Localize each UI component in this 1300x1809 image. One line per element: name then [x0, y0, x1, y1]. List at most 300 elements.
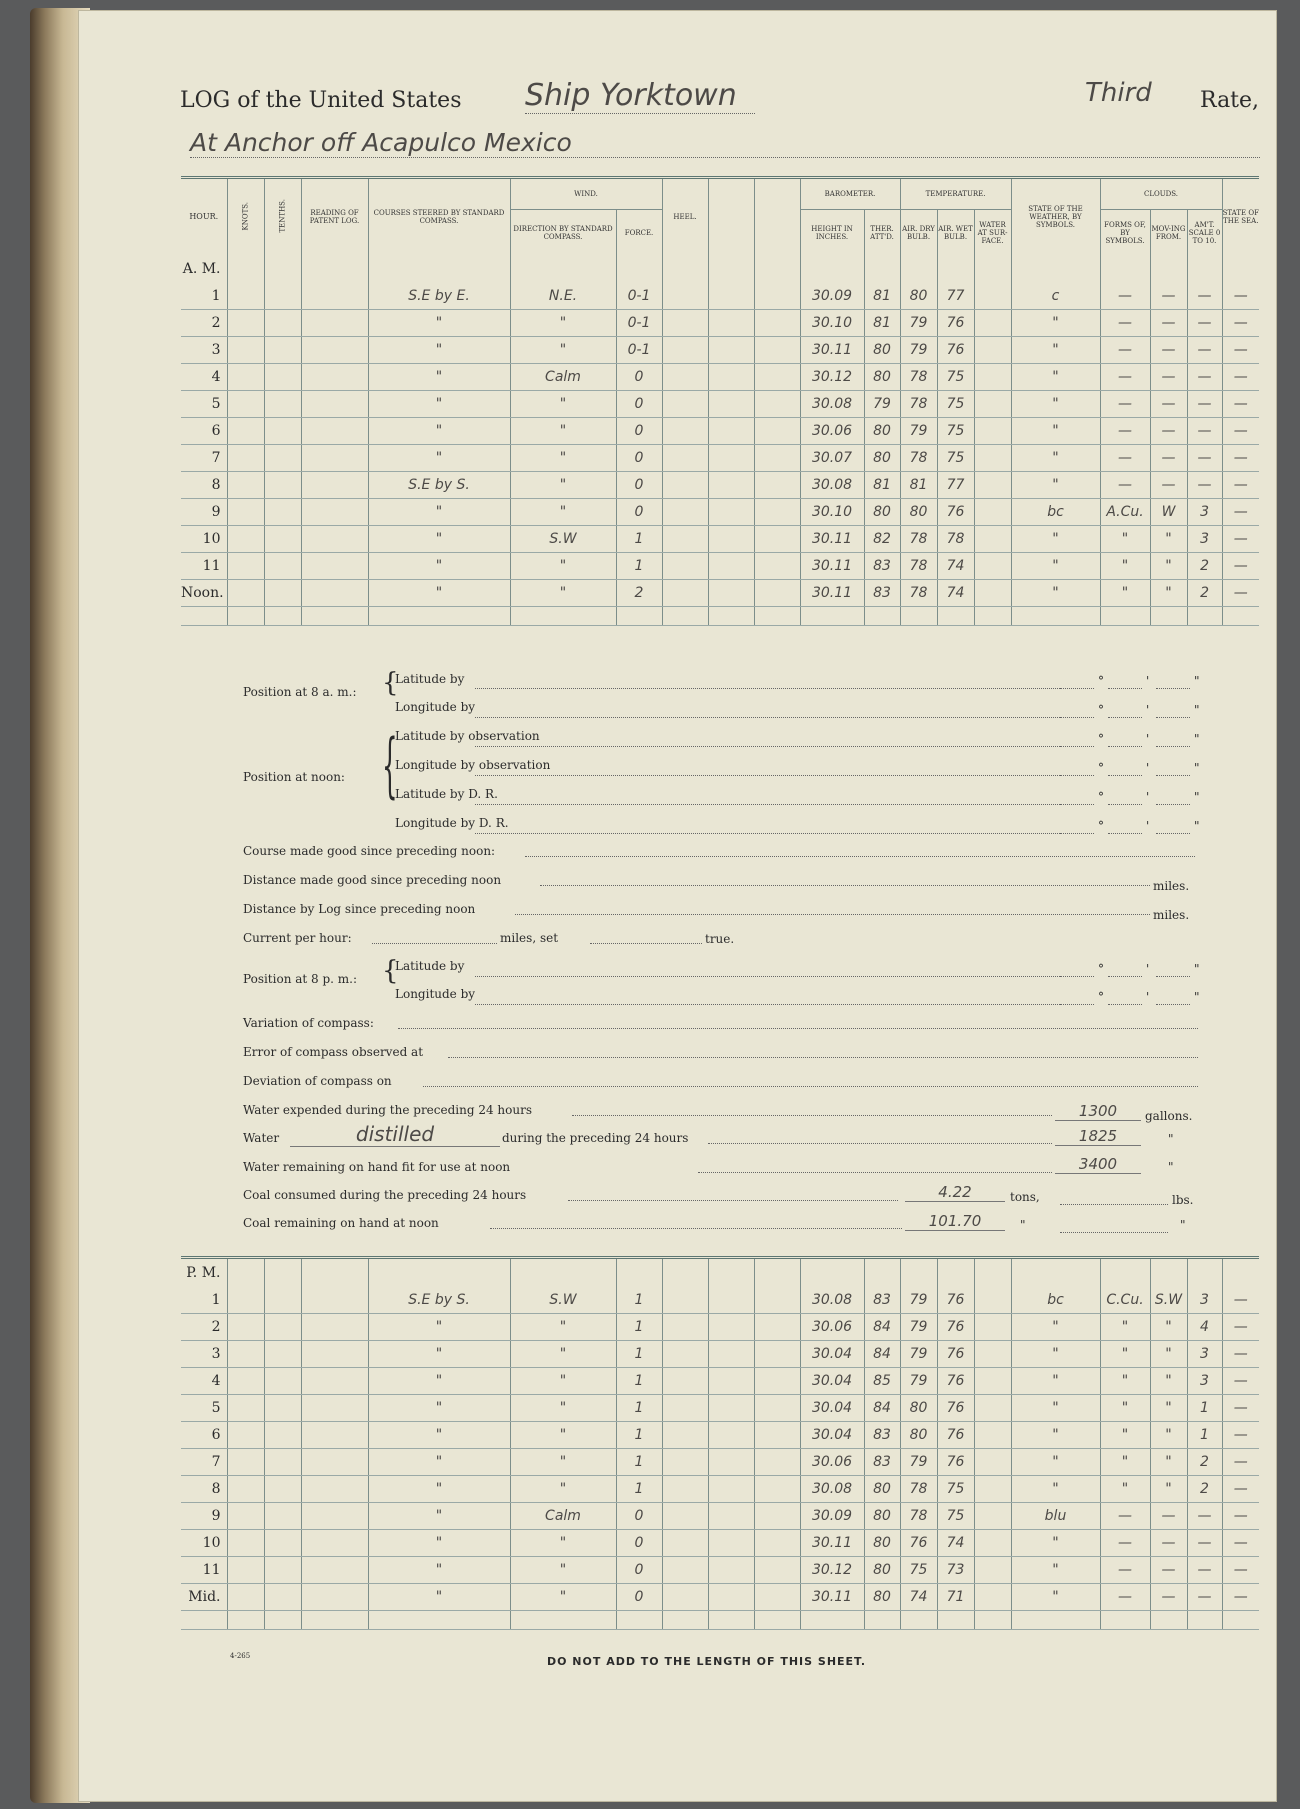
lbs-label: lbs.: [1172, 1193, 1194, 1207]
course-cell: ": [368, 1557, 510, 1584]
blank-cell: [708, 1557, 754, 1584]
cloud-forms-cell: A.Cu.: [1100, 499, 1150, 526]
baro-height-cell: 30.11: [800, 337, 864, 364]
baro-height-cell: 30.06: [800, 1314, 864, 1341]
hour-cell: 5: [181, 391, 227, 418]
pm-label-cell: [264, 1258, 301, 1288]
weather-cell: ": [1011, 1557, 1100, 1584]
cloud-amount-cell: 3: [1187, 526, 1222, 553]
table-row: [181, 1476, 1259, 1503]
tenths-cell: [264, 418, 301, 445]
baro-ther-cell: 82: [864, 526, 900, 553]
air-dry-cell: 78: [900, 364, 937, 391]
rate-value: Third: [1085, 78, 1152, 108]
baro-ther-cell: 80: [864, 1584, 900, 1611]
cloud-forms-cell: ": [1100, 580, 1150, 607]
position-sec-mark: ": [1194, 790, 1200, 804]
position-min-line: [1108, 833, 1142, 834]
water-surface-cell: [974, 553, 1011, 580]
hour-cell: Mid.: [181, 1584, 227, 1611]
pos-noon-long-obs: Longitude by observation: [395, 758, 551, 772]
am-label-cell: [1011, 255, 1100, 283]
blank-cell: [708, 526, 754, 553]
patent-log-cell: [301, 499, 368, 526]
baro-ther-cell: 80: [864, 499, 900, 526]
cloud-amount-cell: 4: [1187, 1314, 1222, 1341]
position-min-mark: ': [1146, 732, 1150, 746]
wind-force-cell: 0: [616, 499, 662, 526]
blank-cell: [708, 472, 754, 499]
pm-blank-cell: [181, 1611, 227, 1630]
am-blank-cell: [864, 607, 900, 626]
position-deg-line: [1060, 833, 1094, 834]
position-deg-line: [1060, 746, 1094, 747]
blank-cell: [754, 1503, 800, 1530]
am-blank-cell: [1222, 607, 1259, 626]
baro-height-cell: 30.04: [800, 1422, 864, 1449]
air-wet-cell: 76: [937, 1422, 974, 1449]
blank-cell: [754, 1395, 800, 1422]
patent-log-cell: [301, 472, 368, 499]
blank-cell: [708, 1584, 754, 1611]
table-row: [181, 1287, 1259, 1314]
table-row: [181, 1449, 1259, 1476]
hour-cell: 10: [181, 526, 227, 553]
weather-cell: ": [1011, 1530, 1100, 1557]
air-dry-cell: 80: [900, 1395, 937, 1422]
water-distilled-amount: 1825: [1055, 1127, 1141, 1146]
pos-noon-lat-dr: Latitude by D. R.: [395, 787, 498, 801]
baro-ther-cell: 80: [864, 445, 900, 472]
form-fill-line: [490, 1228, 902, 1229]
knots-cell: [227, 337, 264, 364]
sea-state-cell: —: [1222, 1422, 1259, 1449]
cloud-forms-cell: —: [1100, 1584, 1150, 1611]
knots-cell: [227, 526, 264, 553]
cloud-moving-cell: —: [1150, 310, 1187, 337]
form-fill-line: [372, 943, 497, 944]
wind-direction-cell: ": [510, 1557, 616, 1584]
tons-label: tons,: [1010, 1190, 1040, 1204]
sea-state-cell: —: [1222, 1476, 1259, 1503]
cloud-forms-cell: —: [1100, 445, 1150, 472]
wind-direction-cell: ": [510, 472, 616, 499]
weather-cell: ": [1011, 526, 1100, 553]
patent-log-cell: [301, 1449, 368, 1476]
knots-cell: [227, 1395, 264, 1422]
baro-ther-cell: 85: [864, 1368, 900, 1395]
course-cell: ": [368, 310, 510, 337]
patent-log-cell: [301, 364, 368, 391]
table-row: [181, 472, 1259, 499]
position-min-mark: ': [1146, 819, 1150, 833]
air-wet-cell: 76: [937, 1341, 974, 1368]
pm-blank-cell: [754, 1611, 800, 1630]
baro-height-cell: 30.11: [800, 553, 864, 580]
baro-ther-cell: 83: [864, 1287, 900, 1314]
cloud-moving-cell: W: [1150, 499, 1187, 526]
table-row: [181, 364, 1259, 391]
heel-cell: [662, 445, 708, 472]
air-wet-cell: 76: [937, 1287, 974, 1314]
weather-cell: ": [1011, 580, 1100, 607]
water-expended: Water expended during the preceding 24 hours: [243, 1103, 533, 1117]
blank-cell: [708, 1341, 754, 1368]
blank-cell: [754, 580, 800, 607]
position-deg-mark: °: [1098, 990, 1104, 1004]
pos-noon-brace: {: [382, 724, 398, 806]
position-sec-mark: ": [1194, 674, 1200, 688]
heel-cell: [662, 1557, 708, 1584]
heel-cell: [662, 1368, 708, 1395]
hdr-wind: WIND.: [510, 178, 662, 210]
table-row: [181, 418, 1259, 445]
patent-log-cell: [301, 391, 368, 418]
wind-direction-cell: ": [510, 1476, 616, 1503]
position-sec-line: [1156, 775, 1190, 776]
pm-label-cell: [301, 1258, 368, 1288]
course-cell: S.E by S.: [368, 1287, 510, 1314]
wind-direction-cell: ": [510, 1341, 616, 1368]
footer-notice: DO NOT ADD TO THE LENGTH OF THIS SHEET.: [547, 1655, 867, 1668]
cloud-moving-cell: —: [1150, 1503, 1187, 1530]
patent-log-cell: [301, 283, 368, 310]
weather-cell: c: [1011, 283, 1100, 310]
baro-height-cell: 30.06: [800, 418, 864, 445]
heel-cell: [662, 1584, 708, 1611]
air-wet-cell: 75: [937, 364, 974, 391]
hdr-knots: KNOTS.: [227, 178, 264, 256]
cloud-moving-cell: —: [1150, 445, 1187, 472]
weather-cell: bc: [1011, 1287, 1100, 1314]
baro-ther-cell: 80: [864, 364, 900, 391]
blank-cell: [708, 418, 754, 445]
position-min-line: [1108, 688, 1142, 689]
pm-label-cell: [510, 1258, 616, 1288]
air-dry-cell: 79: [900, 1287, 937, 1314]
pos-8am-label: Position at 8 a. m.:: [243, 685, 357, 699]
position-min-mark: ': [1146, 790, 1150, 804]
form-fill-line: [590, 943, 702, 944]
tenths-cell: [264, 445, 301, 472]
wind-direction-cell: S.W: [510, 1287, 616, 1314]
position-sec-line: [1156, 717, 1190, 718]
ship-name: Ship Yorktown: [525, 78, 755, 114]
coal-consumed: Coal consumed during the preceding 24 hours: [243, 1188, 527, 1202]
pm-label-row: [181, 1258, 1259, 1288]
baro-height-cell: 30.12: [800, 1557, 864, 1584]
blank-cell: [708, 580, 754, 607]
am-label-cell: [900, 255, 937, 283]
hdr-water-surface: WATER AT SUR-FACE.: [974, 210, 1011, 255]
patent-log-cell: [301, 1530, 368, 1557]
wind-direction-cell: ": [510, 1395, 616, 1422]
course-cell: ": [368, 1314, 510, 1341]
sea-state-cell: —: [1222, 310, 1259, 337]
water-expended-value: 1300: [1055, 1102, 1141, 1121]
water-distilled-value: distilled: [290, 1122, 500, 1147]
wind-direction-cell: Calm: [510, 364, 616, 391]
cloud-amount-cell: 2: [1187, 1449, 1222, 1476]
air-wet-cell: 76: [937, 1368, 974, 1395]
hdr-weather: STATE OF THE WEATHER, BY SYMBOLS.: [1011, 178, 1100, 256]
heel-cell: [662, 283, 708, 310]
cloud-amount-cell: —: [1187, 1530, 1222, 1557]
tenths-cell: [264, 1368, 301, 1395]
course-cell: ": [368, 1449, 510, 1476]
distance-by-log: Distance by Log since preceding noon: [243, 902, 476, 916]
sea-state-cell: —: [1222, 1368, 1259, 1395]
cloud-amount-cell: 3: [1187, 1368, 1222, 1395]
baro-height-cell: 30.08: [800, 1476, 864, 1503]
pm-blank-cell: [1187, 1611, 1222, 1630]
baro-height-cell: 30.04: [800, 1368, 864, 1395]
sea-state-cell: —: [1222, 1449, 1259, 1476]
weather-cell: ": [1011, 364, 1100, 391]
pm-blank-cell: [900, 1611, 937, 1630]
position-min-mark: ': [1146, 990, 1150, 1004]
tenths-cell: [264, 1530, 301, 1557]
weather-cell: ": [1011, 1449, 1100, 1476]
am-label-cell: [227, 255, 264, 283]
am-blank-cell: [510, 607, 616, 626]
pos-noon-label: Position at noon:: [243, 770, 345, 784]
position-sec-mark: ": [1194, 703, 1200, 717]
am-blank-cell: [662, 607, 708, 626]
blank-cell: [754, 364, 800, 391]
water-surface-cell: [974, 391, 1011, 418]
wind-direction-cell: ": [510, 580, 616, 607]
position-deg-line: [1060, 804, 1094, 805]
course-cell: S.E by S.: [368, 472, 510, 499]
baro-height-cell: 30.09: [800, 283, 864, 310]
knots-cell: [227, 1341, 264, 1368]
tenths-cell: [264, 283, 301, 310]
wind-direction-cell: N.E.: [510, 283, 616, 310]
pm-label-cell: [616, 1258, 662, 1288]
pos-noon-long-dr: Longitude by D. R.: [395, 816, 509, 830]
table-row: [181, 1584, 1259, 1611]
knots-cell: [227, 1422, 264, 1449]
tenths-cell: [264, 1287, 301, 1314]
heel-cell: [662, 1341, 708, 1368]
pm-label-cell: [1150, 1258, 1187, 1288]
position-sec-line: [1156, 976, 1190, 977]
tenths-cell: [264, 337, 301, 364]
position-deg-mark: °: [1098, 732, 1104, 746]
am-label-cell: [800, 255, 864, 283]
cloud-amount-cell: 3: [1187, 499, 1222, 526]
baro-ther-cell: 83: [864, 1422, 900, 1449]
pos-8pm-brace: {: [382, 956, 399, 986]
patent-log-cell: [301, 310, 368, 337]
course-cell: ": [368, 1395, 510, 1422]
water-surface-cell: [974, 1341, 1011, 1368]
baro-height-cell: 30.11: [800, 526, 864, 553]
weather-cell: ": [1011, 1395, 1100, 1422]
wind-direction-cell: ": [510, 418, 616, 445]
blank-cell: [708, 283, 754, 310]
tenths-cell: [264, 1314, 301, 1341]
baro-height-cell: 30.07: [800, 445, 864, 472]
cloud-forms-cell: —: [1100, 1557, 1150, 1584]
weather-cell: ": [1011, 1476, 1100, 1503]
sea-state-cell: —: [1222, 580, 1259, 607]
cloud-moving-cell: —: [1150, 364, 1187, 391]
distance-log-miles: miles.: [1153, 908, 1190, 922]
coal-consumed-value: 4.22: [905, 1183, 1005, 1202]
baro-height-cell: 30.04: [800, 1341, 864, 1368]
weather-cell: bc: [1011, 499, 1100, 526]
wind-direction-cell: ": [510, 445, 616, 472]
cloud-forms-cell: ": [1100, 1449, 1150, 1476]
pm-blank-cell: [864, 1611, 900, 1630]
blank-cell: [754, 1476, 800, 1503]
wind-force-cell: 1: [616, 1476, 662, 1503]
air-dry-cell: 79: [900, 1449, 937, 1476]
knots-cell: [227, 418, 264, 445]
air-dry-cell: 78: [900, 391, 937, 418]
am-blank-cell: [1187, 607, 1222, 626]
heel-cell: [662, 472, 708, 499]
baro-ther-cell: 80: [864, 337, 900, 364]
pm-blank-cell: [974, 1611, 1011, 1630]
am-label-cell: [974, 255, 1011, 283]
location: At Anchor off Acapulco Mexico: [190, 128, 1260, 158]
table-row: [181, 1314, 1259, 1341]
blank-cell: [754, 553, 800, 580]
position-fill-line: [475, 717, 1060, 718]
table-row: [181, 1557, 1259, 1584]
form-fill-line: [515, 914, 1150, 915]
heel-cell: [662, 526, 708, 553]
cloud-moving-cell: ": [1150, 1449, 1187, 1476]
sea-state-cell: —: [1222, 337, 1259, 364]
cloud-amount-cell: —: [1187, 310, 1222, 337]
patent-log-cell: [301, 1341, 368, 1368]
tenths-cell: [264, 1422, 301, 1449]
pm-blank-cell: [708, 1611, 754, 1630]
position-deg-line: [1060, 976, 1094, 977]
blank-cell: [708, 1422, 754, 1449]
baro-height-cell: 30.11: [800, 1584, 864, 1611]
position-deg-mark: °: [1098, 703, 1104, 717]
pm-label-cell: [1222, 1258, 1259, 1288]
table-row: [181, 1341, 1259, 1368]
blank-cell: [708, 1530, 754, 1557]
blank-cell: [754, 445, 800, 472]
wind-force-cell: 1: [616, 1395, 662, 1422]
cloud-forms-cell: —: [1100, 1530, 1150, 1557]
blank-cell: [708, 391, 754, 418]
table-row: [181, 526, 1259, 553]
air-dry-cell: 81: [900, 472, 937, 499]
hdr-cloud-moving: MOV-ING FROM.: [1150, 210, 1187, 255]
air-wet-cell: 76: [937, 1314, 974, 1341]
hdr-cloud-amount: AM'T. SCALE 0 TO 10.: [1187, 210, 1222, 255]
hdr-air-wet: AIR. WET BULB.: [937, 210, 974, 255]
pm-label-cell: [1187, 1258, 1222, 1288]
baro-ther-cell: 80: [864, 418, 900, 445]
cloud-moving-cell: —: [1150, 283, 1187, 310]
cloud-amount-cell: —: [1187, 1584, 1222, 1611]
blank-cell: [754, 1287, 800, 1314]
hdr-blank-1: [708, 178, 754, 256]
position-deg-line: [1060, 1004, 1094, 1005]
pm-blank-cell: [1222, 1611, 1259, 1630]
cloud-amount-cell: 3: [1187, 1287, 1222, 1314]
tenths-cell: [264, 1476, 301, 1503]
am-label-cell: [616, 255, 662, 283]
cloud-moving-cell: —: [1150, 1557, 1187, 1584]
wind-direction-cell: ": [510, 1422, 616, 1449]
water-remaining-value: 3400: [1055, 1155, 1141, 1174]
course-cell: S.E by E.: [368, 283, 510, 310]
water-remaining-ditto: ": [1168, 1160, 1174, 1174]
position-min-line: [1108, 976, 1142, 977]
course-cell: ": [368, 553, 510, 580]
water-surface-cell: [974, 1476, 1011, 1503]
air-wet-cell: 75: [937, 391, 974, 418]
position-deg-mark: °: [1098, 790, 1104, 804]
wind-direction-cell: ": [510, 553, 616, 580]
cloud-forms-cell: —: [1100, 472, 1150, 499]
baro-height-cell: 30.08: [800, 1287, 864, 1314]
air-wet-cell: 76: [937, 337, 974, 364]
cloud-moving-cell: —: [1150, 472, 1187, 499]
position-sec-line: [1156, 746, 1190, 747]
cloud-amount-cell: —: [1187, 445, 1222, 472]
coal-ditto-2: ": [1180, 1218, 1186, 1232]
air-wet-cell: 75: [937, 418, 974, 445]
course-cell: ": [368, 445, 510, 472]
sea-state-cell: —: [1222, 418, 1259, 445]
cloud-amount-cell: —: [1187, 1557, 1222, 1584]
am-label-cell: [264, 255, 301, 283]
water-surface-cell: [974, 1584, 1011, 1611]
current-true: true.: [705, 932, 735, 946]
pm-blank-cell: [510, 1611, 616, 1630]
wind-force-cell: 1: [616, 553, 662, 580]
cloud-forms-cell: ": [1100, 1314, 1150, 1341]
am-label-cell: [662, 255, 708, 283]
heel-cell: [662, 580, 708, 607]
sea-state-cell: —: [1222, 445, 1259, 472]
gallons-label: gallons.: [1145, 1109, 1193, 1123]
air-dry-cell: 79: [900, 1314, 937, 1341]
pm-label-cell: [864, 1258, 900, 1288]
baro-height-cell: 30.08: [800, 391, 864, 418]
blank-cell: [708, 1395, 754, 1422]
water-surface-cell: [974, 283, 1011, 310]
hdr-sea: STATE OF THE SEA.: [1222, 178, 1259, 256]
position-deg-mark: °: [1098, 962, 1104, 976]
position-fill-line: [475, 976, 1060, 977]
position-sec-mark: ": [1194, 962, 1200, 976]
cloud-moving-cell: ": [1150, 1368, 1187, 1395]
position-min-mark: ': [1146, 962, 1150, 976]
position-deg-line: [1060, 775, 1094, 776]
baro-ther-cell: 80: [864, 1530, 900, 1557]
blank-cell: [754, 310, 800, 337]
patent-log-cell: [301, 1287, 368, 1314]
cloud-amount-cell: 1: [1187, 1395, 1222, 1422]
distance-good-miles: miles.: [1153, 879, 1190, 893]
wind-direction-cell: ": [510, 391, 616, 418]
air-wet-cell: 75: [937, 1503, 974, 1530]
blank-cell: [754, 391, 800, 418]
am-blank-cell: [754, 607, 800, 626]
